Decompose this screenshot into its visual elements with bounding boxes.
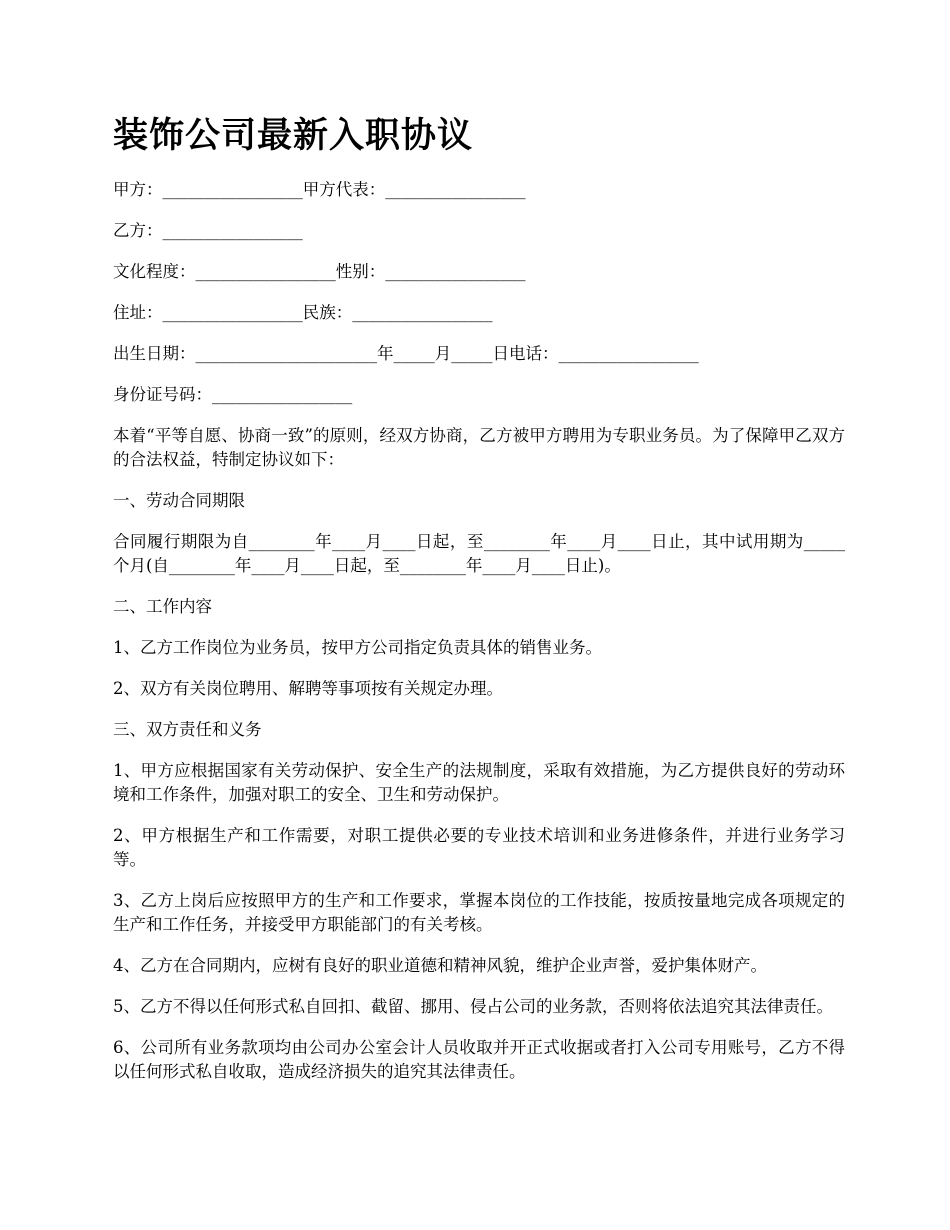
section-heading-duties: 三、双方责任和义务 (113, 720, 262, 739)
section-heading-work-content: 二、工作内容 (113, 597, 212, 616)
paragraph-duty-1: 1、甲方应根据国家有关劳动保护、安全生产的法规制度，采取有效措施，为乙方提供良好的劳动环境和工作条件，加强对职工的安全、卫生和劳动保护。 (113, 761, 845, 804)
field-party-b: 乙方：_________________ (113, 221, 303, 240)
paragraph-duty-6: 6、公司所有业务款项均由公司办公室会计人员收取并开正式收据或者打入公司专用账号，乙方不得以任何形式私自收取，造成经济损失的追究其法律责任。 (113, 1038, 845, 1081)
paragraph-duty-2: 2、甲方根据生产和工作需要，对职工提供必要的专业技术培训和业务进修条件，并进行业务学习等。 (113, 826, 845, 869)
paragraph-work-1: 1、乙方工作岗位为业务员，按甲方公司指定负责具体的销售业务。 (113, 638, 602, 657)
field-id-number: 身份证号码：_________________ (113, 385, 353, 404)
field-party-a: 甲方：_________________甲方代表：_________________ (113, 180, 526, 199)
paragraph-work-2: 2、双方有关岗位聘用、解聘等事项按有关规定办理。 (113, 679, 503, 698)
paragraph-duty-5: 5、乙方不得以任何形式私自回扣、截留、挪用、侵占公司的业务款，否则将依法追究其法律责任。 (113, 997, 833, 1016)
paragraph-duty-4: 4、乙方在合同期内，应树有良好的职业道德和精神风貌，维护企业声誉，爱护集体财产。 (113, 956, 767, 975)
field-address-ethnicity: 住址：_________________民族：_________________ (113, 303, 493, 322)
field-birthdate-phone: 出生日期：______________________年_____月_____日电话：_________________ (113, 344, 699, 363)
field-education-gender: 文化程度：_________________性别：_________________ (113, 262, 526, 281)
section-heading-term: 一、劳动合同期限 (113, 491, 245, 510)
paragraph-preamble: 本着“平等自愿、协商一致”的原则，经双方协商，乙方被甲方聘用为专职业务员。为了保障甲乙双方的合法权益，特制定协议如下： (113, 426, 845, 469)
document-title: 装饰公司最新入职协议 (113, 115, 474, 156)
paragraph-duty-3: 3、乙方上岗后应按照甲方的生产和工作要求，掌握本岗位的工作技能，按质按量地完成各项规定的生产和工作任务，并接受甲方职能部门的有关考核。 (113, 891, 845, 934)
paragraph-contract-term: 合同履行期限为自________年____月____日起，至________年____月____日止，其中试用期为_____个月(自________年____月____日起，至________年____月____日止)。 (113, 532, 845, 575)
document-page (113, 112, 845, 1101)
